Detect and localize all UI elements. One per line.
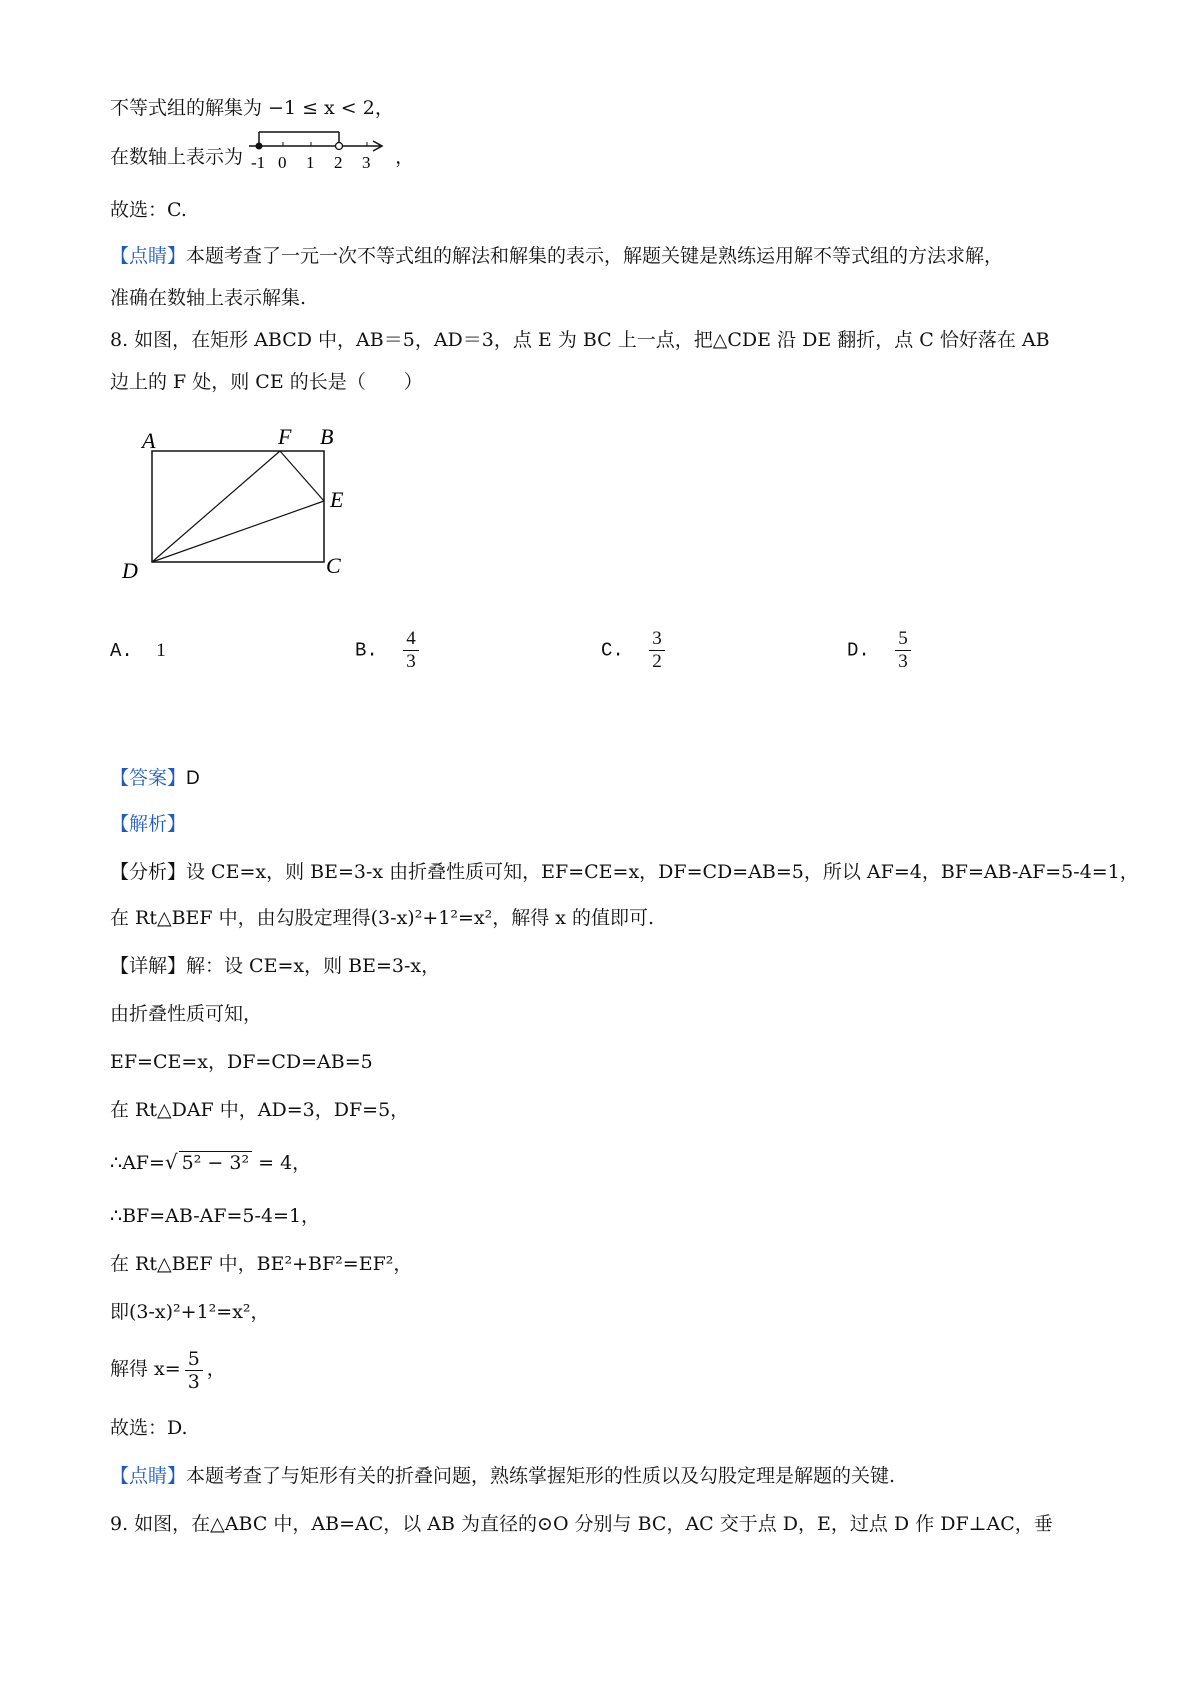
fraction-denominator: 3	[406, 651, 416, 672]
prev-choice: 故选：C.	[110, 199, 187, 221]
q9-stem-line1: 9. 如图，在△ABC 中，AB=AC，以 AB 为直径的⊙O 分别与 BC，AC 交于点 D，E，过点 D 作 DF⊥AC，垂	[110, 1513, 1053, 1535]
xiangjie-text: 解：设 CE=x，则 BE=3-x，	[186, 955, 441, 977]
analysis-heading	[110, 810, 1110, 838]
step4-suffix: = 4，	[252, 1152, 312, 1174]
step-4: ∴AF=√ 5² − 3² = 4，	[110, 1150, 312, 1174]
tick-label: 3	[362, 153, 371, 172]
fraction-numerator: 3	[649, 628, 665, 651]
step4-prefix: ∴AF=	[110, 1152, 165, 1174]
xiangjie-tag: 【详解】	[110, 955, 187, 977]
comment-tag: 【点睛】	[110, 1465, 187, 1487]
option-b[interactable]	[355, 628, 423, 673]
option-letter: D.	[847, 639, 870, 662]
prev-comment-line1	[110, 242, 1110, 270]
q8-comment	[110, 1462, 1110, 1490]
step8-prefix: 解得 x=	[110, 1358, 181, 1380]
numberline-line	[110, 142, 1110, 174]
xiangjie-line	[110, 952, 1110, 980]
step4-radicand: 5² − 3²	[179, 1151, 252, 1174]
step-1: 由折叠性质可知，	[110, 1003, 263, 1025]
fenxi-line1	[110, 858, 1139, 886]
answer-value: D	[186, 768, 200, 789]
step-2: EF=CE=x，DF=CD=AB=5	[110, 1051, 373, 1073]
option-d[interactable]	[847, 628, 915, 673]
answer-line	[110, 764, 1110, 793]
numberline-suffix: ，	[395, 146, 415, 168]
numberline-prefix: 在数轴上表示为	[110, 146, 244, 168]
step-3: 在 Rt△DAF 中，AD=3，DF=5，	[110, 1099, 410, 1121]
step-7: 即(3-x)²+1²=x²，	[110, 1301, 270, 1323]
step8-suffix: ，	[206, 1358, 226, 1380]
option-a[interactable]	[110, 640, 166, 662]
fraction-numerator: 5	[895, 628, 911, 651]
step-8	[110, 1344, 1110, 1394]
option-letter: A.	[110, 640, 133, 662]
vertex-label-c: C	[326, 553, 341, 578]
prev-comment-line2: 准确在数轴上表示解集.	[110, 287, 307, 309]
fraction-numerator: 4	[403, 628, 419, 651]
closed-point-marker	[256, 143, 263, 150]
tick-label: -1	[251, 153, 266, 172]
option-letter: C.	[601, 639, 624, 662]
q8-stem-line2: 边上的 F 处，则 CE 的长是（ ）	[110, 371, 423, 393]
vertex-label-a: A	[142, 428, 156, 453]
answer-tag: 【答案】	[110, 767, 187, 789]
open-point-marker	[336, 143, 343, 150]
fraction-denominator: 2	[652, 651, 662, 672]
fraction-numerator: 5	[185, 1348, 203, 1371]
option-value: 1	[156, 640, 166, 661]
tick-label: 1	[306, 153, 315, 172]
fraction-denominator: 3	[187, 1370, 200, 1393]
option-c[interactable]	[601, 628, 669, 673]
step-6: 在 Rt△BEF 中，BE²+BF²=EF²，	[110, 1253, 413, 1275]
fenxi-text: 设 CE=x，则 BE=3-x 由折叠性质可知，EF=CE=x，DF=CD=AB=5，所以 AF=4，BF=AB-AF=5-4=1，	[186, 861, 1139, 883]
vertex-label-e: E	[330, 487, 344, 512]
inequality-solution-line: 不等式组的解集为 −1 ≤ x < 2，	[110, 97, 394, 119]
comment-text: 本题考查了与矩形有关的折叠问题，熟练掌握矩形的性质以及勾股定理是解题的关键.	[186, 1465, 896, 1487]
fenxi-tag: 【分析】	[110, 861, 187, 883]
step-5: ∴BF=AB-AF=5-4=1，	[110, 1205, 321, 1227]
vertex-label-f: F	[278, 424, 292, 449]
vertex-label-b: B	[320, 424, 334, 449]
vertex-label-d: D	[122, 558, 138, 583]
comment-tag: 【点睛】	[110, 245, 187, 267]
fenxi-line2: 在 Rt△BEF 中，由勾股定理得(3-x)²+1²=x²，解得 x 的值即可.	[110, 907, 655, 929]
analysis-tag: 【解析】	[110, 813, 187, 835]
number-line-figure	[249, 126, 389, 174]
fraction-denominator: 3	[898, 651, 908, 672]
comment-text: 本题考查了一元一次不等式组的解法和解集的表示，解题关键是熟练运用解不等式组的方法求解，	[186, 245, 1004, 267]
option-letter: B.	[355, 639, 378, 662]
q8-choice: 故选：D.	[110, 1417, 188, 1439]
tick-label: 2	[334, 153, 343, 172]
rectangle-fold-figure	[120, 418, 370, 588]
tick-label: 0	[278, 153, 287, 172]
q8-stem-line1: 8. 如图，在矩形 ABCD 中，AB＝5，AD＝3，点 E 为 BC 上一点，把△CDE 沿 DE 翻折，点 C 恰好落在 AB	[110, 329, 1050, 351]
